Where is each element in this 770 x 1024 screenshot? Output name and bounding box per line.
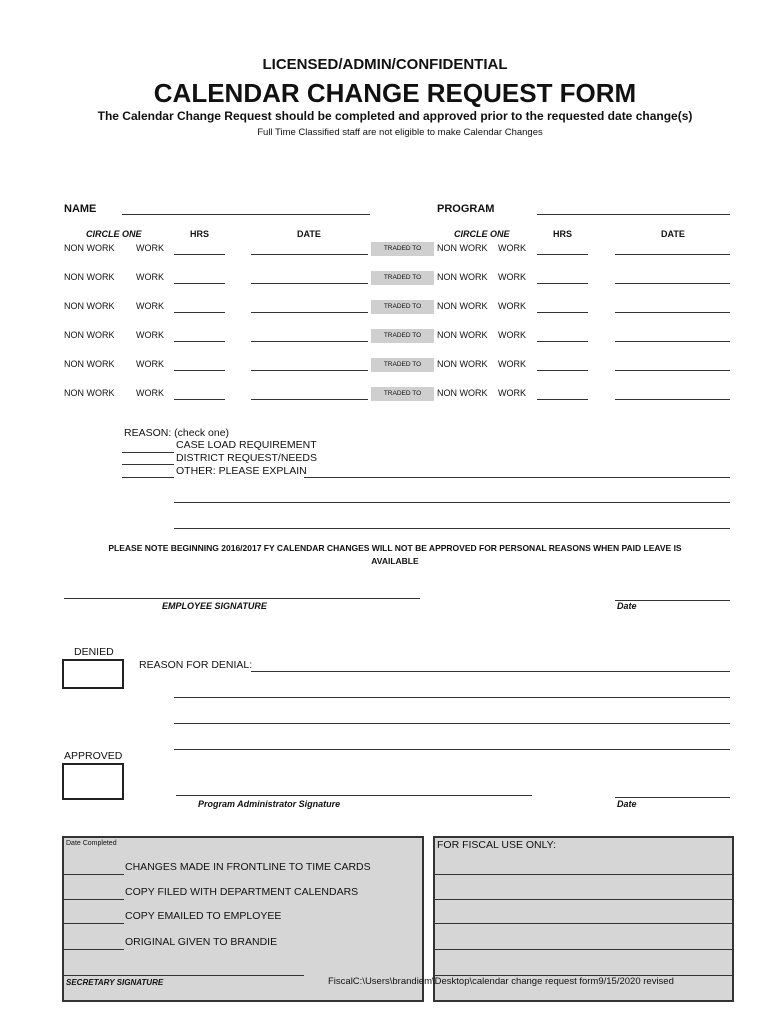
approved-label: APPROVED [64, 750, 123, 762]
work-option[interactable]: WORK [136, 359, 164, 369]
admin-date-line[interactable] [615, 797, 730, 798]
work-option[interactable]: WORK [498, 301, 526, 311]
hrs-field[interactable] [174, 254, 225, 255]
denied-checkbox[interactable] [62, 659, 124, 689]
checklist-item: CHANGES MADE IN FRONTLINE TO TIME CARDS [125, 861, 371, 873]
fiscal-line[interactable] [435, 923, 732, 924]
non-work-option[interactable]: NON WORK [64, 388, 115, 398]
reason-check-other[interactable] [122, 477, 174, 478]
non-work-option[interactable]: NON WORK [437, 359, 488, 369]
date-header-left: DATE [297, 229, 321, 239]
non-work-option[interactable]: NON WORK [64, 330, 115, 340]
non-work-option[interactable]: NON WORK [437, 388, 488, 398]
non-work-option[interactable]: NON WORK [437, 272, 488, 282]
form-subtitle: The Calendar Change Request should be completed and approved prior to the requested date change(s) [97, 109, 693, 123]
non-work-option[interactable]: NON WORK [437, 330, 488, 340]
admin-date-label: Date [617, 799, 637, 809]
non-work-option[interactable]: NON WORK [64, 272, 115, 282]
date-field[interactable] [615, 399, 730, 400]
fiscal-line[interactable] [435, 874, 732, 875]
date-field[interactable] [251, 312, 368, 313]
hrs-field[interactable] [537, 254, 588, 255]
traded-to-label: TRADED TO [371, 271, 434, 285]
employee-signature-label: EMPLOYEE SIGNATURE [162, 601, 267, 611]
paid-leave-notice: PLEASE NOTE BEGINNING 2016/2017 FY CALENDAR CHANGES WILL NOT BE APPROVED FOR PERSONAL REASONS WHEN PAID LEAVE IS [108, 543, 682, 553]
name-label: NAME [64, 203, 97, 215]
checklist-line[interactable] [64, 923, 124, 924]
traded-to-label: TRADED TO [371, 329, 434, 343]
employee-signature-line[interactable] [64, 598, 420, 599]
date-field[interactable] [615, 312, 730, 313]
hrs-field[interactable] [537, 341, 588, 342]
non-work-option[interactable]: NON WORK [64, 301, 115, 311]
fiscal-line[interactable] [435, 899, 732, 900]
hrs-field[interactable] [537, 399, 588, 400]
hrs-field[interactable] [174, 370, 225, 371]
non-work-option[interactable]: NON WORK [64, 243, 115, 253]
hrs-field[interactable] [537, 283, 588, 284]
file-path-footer: FiscalC:\Users\brandiem\Desktop\calendar change request form9/15/2020 revised [328, 976, 674, 987]
hrs-header-right: HRS [553, 229, 573, 239]
circle-one-header-left: CIRCLE ONE [86, 229, 142, 239]
admin-signature-label: Program Administrator Signature [198, 799, 341, 809]
work-option[interactable]: WORK [498, 330, 526, 340]
hrs-header-left: HRS [190, 229, 210, 239]
date-field[interactable] [251, 370, 368, 371]
checklist-line[interactable] [64, 874, 124, 875]
reason-check-district[interactable] [122, 464, 174, 465]
hrs-field[interactable] [174, 312, 225, 313]
date-field[interactable] [251, 341, 368, 342]
form-classification: LICENSED/ADMIN/CONFIDENTIAL [262, 56, 508, 73]
date-field[interactable] [251, 399, 368, 400]
work-option[interactable]: WORK [136, 243, 164, 253]
form-title: CALENDAR CHANGE REQUEST FORM [153, 78, 637, 108]
denied-label: DENIED [74, 646, 114, 658]
secretary-signature-label: SECRETARY SIGNATURE [66, 978, 164, 987]
checklist-item: COPY FILED WITH DEPARTMENT CALENDARS [125, 886, 359, 898]
work-option[interactable]: WORK [498, 388, 526, 398]
date-completed-label: Date Completed [66, 840, 117, 847]
date-field[interactable] [615, 283, 730, 284]
work-option[interactable]: WORK [136, 272, 164, 282]
fiscal-use-label: FOR FISCAL USE ONLY: [437, 839, 557, 851]
checklist-line[interactable] [64, 899, 124, 900]
non-work-option[interactable]: NON WORK [64, 359, 115, 369]
program-field[interactable] [537, 214, 730, 215]
reason-option-caseload: CASE LOAD REQUIREMENT [176, 439, 317, 451]
circle-one-header-right: CIRCLE ONE [454, 229, 510, 239]
hrs-field[interactable] [174, 399, 225, 400]
non-work-option[interactable]: NON WORK [437, 301, 488, 311]
eligibility-note: Full Time Classified staff are not eligible to make Calendar Changes [257, 127, 543, 138]
work-option[interactable]: WORK [136, 388, 164, 398]
explain-line[interactable] [174, 502, 730, 503]
admin-signature-line[interactable] [176, 795, 532, 796]
hrs-field[interactable] [174, 283, 225, 284]
work-option[interactable]: WORK [498, 272, 526, 282]
checklist-line[interactable] [64, 949, 124, 950]
denial-reason-line[interactable] [174, 723, 730, 724]
date-field[interactable] [251, 283, 368, 284]
reason-option-district: DISTRICT REQUEST/NEEDS [176, 452, 317, 464]
denial-reason-line[interactable] [174, 749, 730, 750]
date-field[interactable] [615, 254, 730, 255]
work-option[interactable]: WORK [498, 359, 526, 369]
denial-reason-label: REASON FOR DENIAL: [139, 659, 253, 671]
fiscal-line[interactable] [435, 949, 732, 950]
traded-to-label: TRADED TO [371, 242, 434, 256]
hrs-field[interactable] [537, 370, 588, 371]
program-label: PROGRAM [437, 203, 495, 215]
date-field[interactable] [615, 341, 730, 342]
work-option[interactable]: WORK [136, 301, 164, 311]
denial-reason-line[interactable] [174, 697, 730, 698]
explain-line[interactable] [174, 528, 730, 529]
date-field[interactable] [251, 254, 368, 255]
work-option[interactable]: WORK [498, 243, 526, 253]
checklist-item: ORIGINAL GIVEN TO BRANDIE [125, 936, 278, 948]
secretary-signature-line[interactable] [64, 975, 304, 976]
traded-to-label: TRADED TO [371, 387, 434, 401]
non-work-option[interactable]: NON WORK [437, 243, 488, 253]
employee-date-label: Date [617, 601, 637, 611]
denial-reason-line[interactable] [251, 671, 730, 672]
traded-to-label: TRADED TO [371, 358, 434, 372]
hrs-field[interactable] [537, 312, 588, 313]
reason-option-other: OTHER: PLEASE EXPLAIN [176, 465, 307, 477]
other-explain-line[interactable] [304, 477, 730, 478]
reason-check-caseload[interactable] [122, 452, 174, 453]
hrs-field[interactable] [174, 341, 225, 342]
paid-leave-notice-cont: AVAILABLE [371, 556, 419, 566]
approved-checkbox[interactable] [62, 763, 124, 800]
reason-label: REASON: (check one) [124, 427, 230, 439]
date-field[interactable] [615, 370, 730, 371]
date-header-right: DATE [661, 229, 685, 239]
checklist-item: COPY EMAILED TO EMPLOYEE [125, 910, 282, 922]
traded-to-label: TRADED TO [371, 300, 434, 314]
name-field[interactable] [122, 214, 370, 215]
work-option[interactable]: WORK [136, 330, 164, 340]
